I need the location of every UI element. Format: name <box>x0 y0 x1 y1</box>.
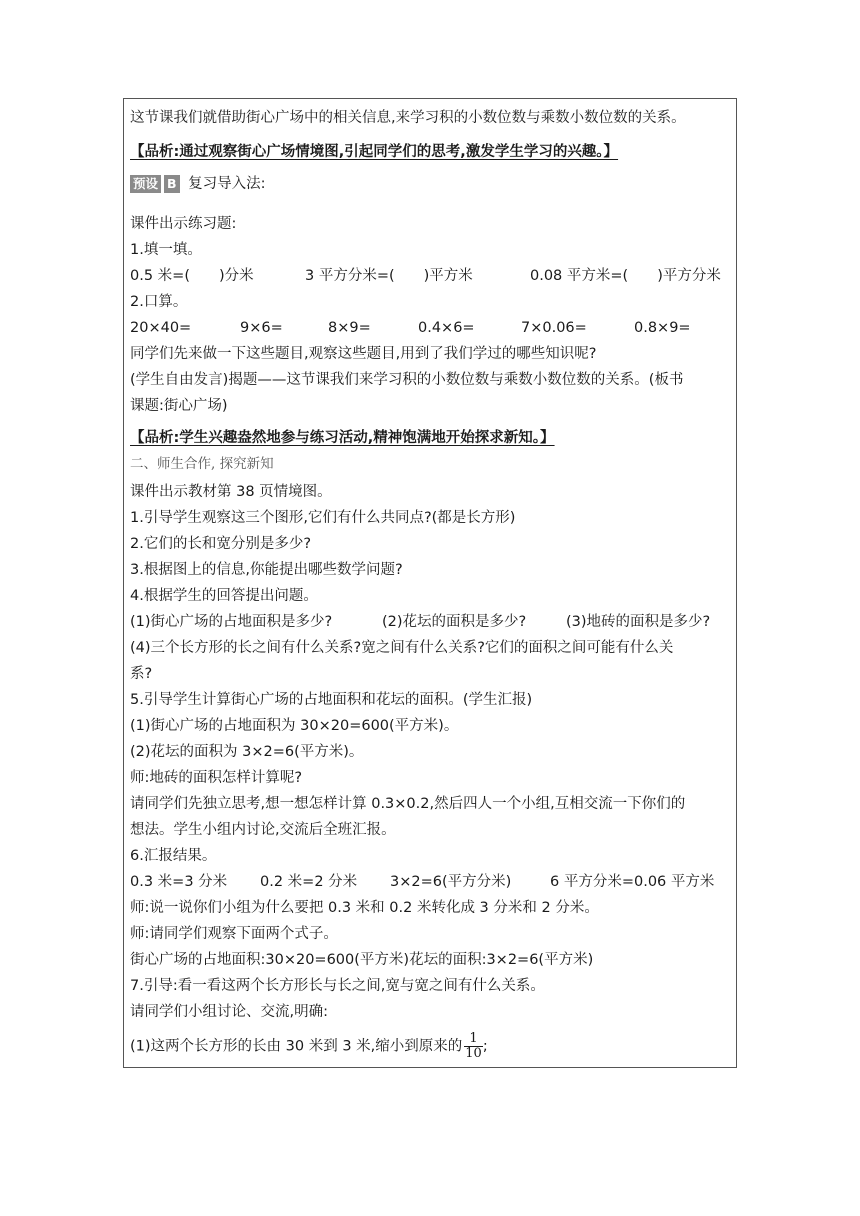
questions-row <box>130 612 734 632</box>
paragraph-line: 1.引导学生观察这三个图形,它们有什么共同点?(都是长方形) <box>130 510 516 526</box>
preset-b-row <box>130 174 266 194</box>
paragraph-line: 课件出示教材第 38 页情境图。 <box>130 484 332 500</box>
question-3: (3)地砖的面积是多少? <box>566 614 711 630</box>
preset-tag: 预设 <box>130 175 161 193</box>
paragraph-line: 课题:街心广场) <box>130 398 228 414</box>
paragraph-line: 5.引导学生计算街心广场的占地面积和花坛的面积。(学生汇报) <box>130 692 533 708</box>
paragraph-line: 师:请同学们观察下面两个式子。 <box>130 926 338 942</box>
section-heading: 二、师生合作, 探究新知 <box>130 456 274 472</box>
paragraph-line: 6.汇报结果。 <box>130 848 217 864</box>
mental-item-5: 7×0.06= <box>521 320 587 336</box>
exercise-1-row <box>130 266 734 286</box>
question-1: (1)街心广场的占地面积是多少? <box>130 614 333 630</box>
paragraph-line: 师:说一说你们小组为什么要把 0.3 米和 0.2 米转化成 3 分米和 2 分米。 <box>130 900 599 916</box>
mental-item-2: 9×6= <box>240 320 283 336</box>
result-4: 6 平方分米=0.06 平方米 <box>550 874 715 890</box>
fill-item-3: 0.08 平方米=( )平方分米 <box>530 268 721 284</box>
fraction-line-end: ; <box>482 1038 488 1055</box>
intro-line: 这节课我们就借助街心广场中的相关信息,来学习积的小数位数与乘数小数位数的关系。 <box>130 110 686 126</box>
fraction-numerator: 1 <box>464 1032 483 1047</box>
result-1: 0.3 米=3 分米 <box>130 874 228 890</box>
paragraph-line: 4.根据学生的回答提出问题。 <box>130 588 318 604</box>
fraction-line <box>130 1032 488 1061</box>
paragraph-line: (学生自由发言)揭题——这节课我们来学习积的小数位数与乘数小数位数的关系。(板书 <box>130 372 684 388</box>
paragraph-line: 3.根据图上的信息,你能提出哪些数学问题? <box>130 562 403 578</box>
paragraph-line: 系? <box>130 666 153 682</box>
paragraph-line: (2)花坛的面积为 3×2=6(平方米)。 <box>130 744 364 760</box>
mental-item-4: 0.4×6= <box>418 320 475 336</box>
exercise-2-title: 2.口算。 <box>130 294 188 310</box>
exercise-1-title: 1.填一填。 <box>130 242 202 258</box>
paragraph-line: 7.引导:看一看这两个长方形长与长之间,宽与宽之间有什么关系。 <box>130 978 545 994</box>
fill-item-1: 0.5 米=( )分米 <box>130 268 254 284</box>
mental-item-1: 20×40= <box>130 320 192 336</box>
paragraph-line: 想法。学生小组内讨论,交流后全班汇报。 <box>130 822 396 838</box>
paragraph-line: 街心广场的占地面积:30×20=600(平方米)花坛的面积:3×2=6(平方米) <box>130 952 594 968</box>
fraction <box>464 1032 483 1061</box>
fraction-denominator: 10 <box>465 1046 482 1061</box>
content-frame <box>123 98 737 1068</box>
question-2: (2)花坛的面积是多少? <box>382 614 527 630</box>
paragraph-line: 师:地砖的面积怎样计算呢? <box>130 770 303 786</box>
paragraph-line: 2.它们的长和宽分别是多少? <box>130 536 312 552</box>
paragraph-line: 请同学们先独立思考,想一想怎样计算 0.3×0.2,然后四人一个小组,互相交流一下你们的 <box>130 796 686 812</box>
method-title: 复习导入法: <box>188 176 266 192</box>
result-2: 0.2 米=2 分米 <box>260 874 358 890</box>
fraction-line-text: (1)这两个长方形的长由 30 米到 3 米,缩小到原来的 <box>130 1038 463 1055</box>
paragraph-line: 请同学们小组讨论、交流,明确: <box>130 1004 328 1020</box>
analysis-note-2: 【品析:学生兴趣盎然地参与练习活动,精神饱满地开始探求新知。】 <box>130 430 555 446</box>
analysis-note-1: 【品析:通过观察街心广场情境图,引起同学们的思考,激发学生学习的兴趣。】 <box>130 144 619 160</box>
paragraph-line: 同学们先来做一下这些题目,观察这些题目,用到了我们学过的哪些知识呢? <box>130 346 597 362</box>
mental-item-6: 0.8×9= <box>634 320 691 336</box>
exercise-intro: 课件出示练习题: <box>130 216 237 232</box>
preset-tag-letter: B <box>164 175 180 193</box>
mental-item-3: 8×9= <box>328 320 371 336</box>
paragraph-line: (4)三个长方形的长之间有什么关系?宽之间有什么关系?它们的面积之间可能有什么关 <box>130 640 674 656</box>
fill-item-2: 3 平方分米=( )平方米 <box>305 268 473 284</box>
paragraph-line: (1)街心广场的占地面积为 30×20=600(平方米)。 <box>130 718 459 734</box>
exercise-2-row <box>130 318 734 338</box>
results-row <box>130 872 734 892</box>
result-3: 3×2=6(平方分米) <box>390 874 512 890</box>
